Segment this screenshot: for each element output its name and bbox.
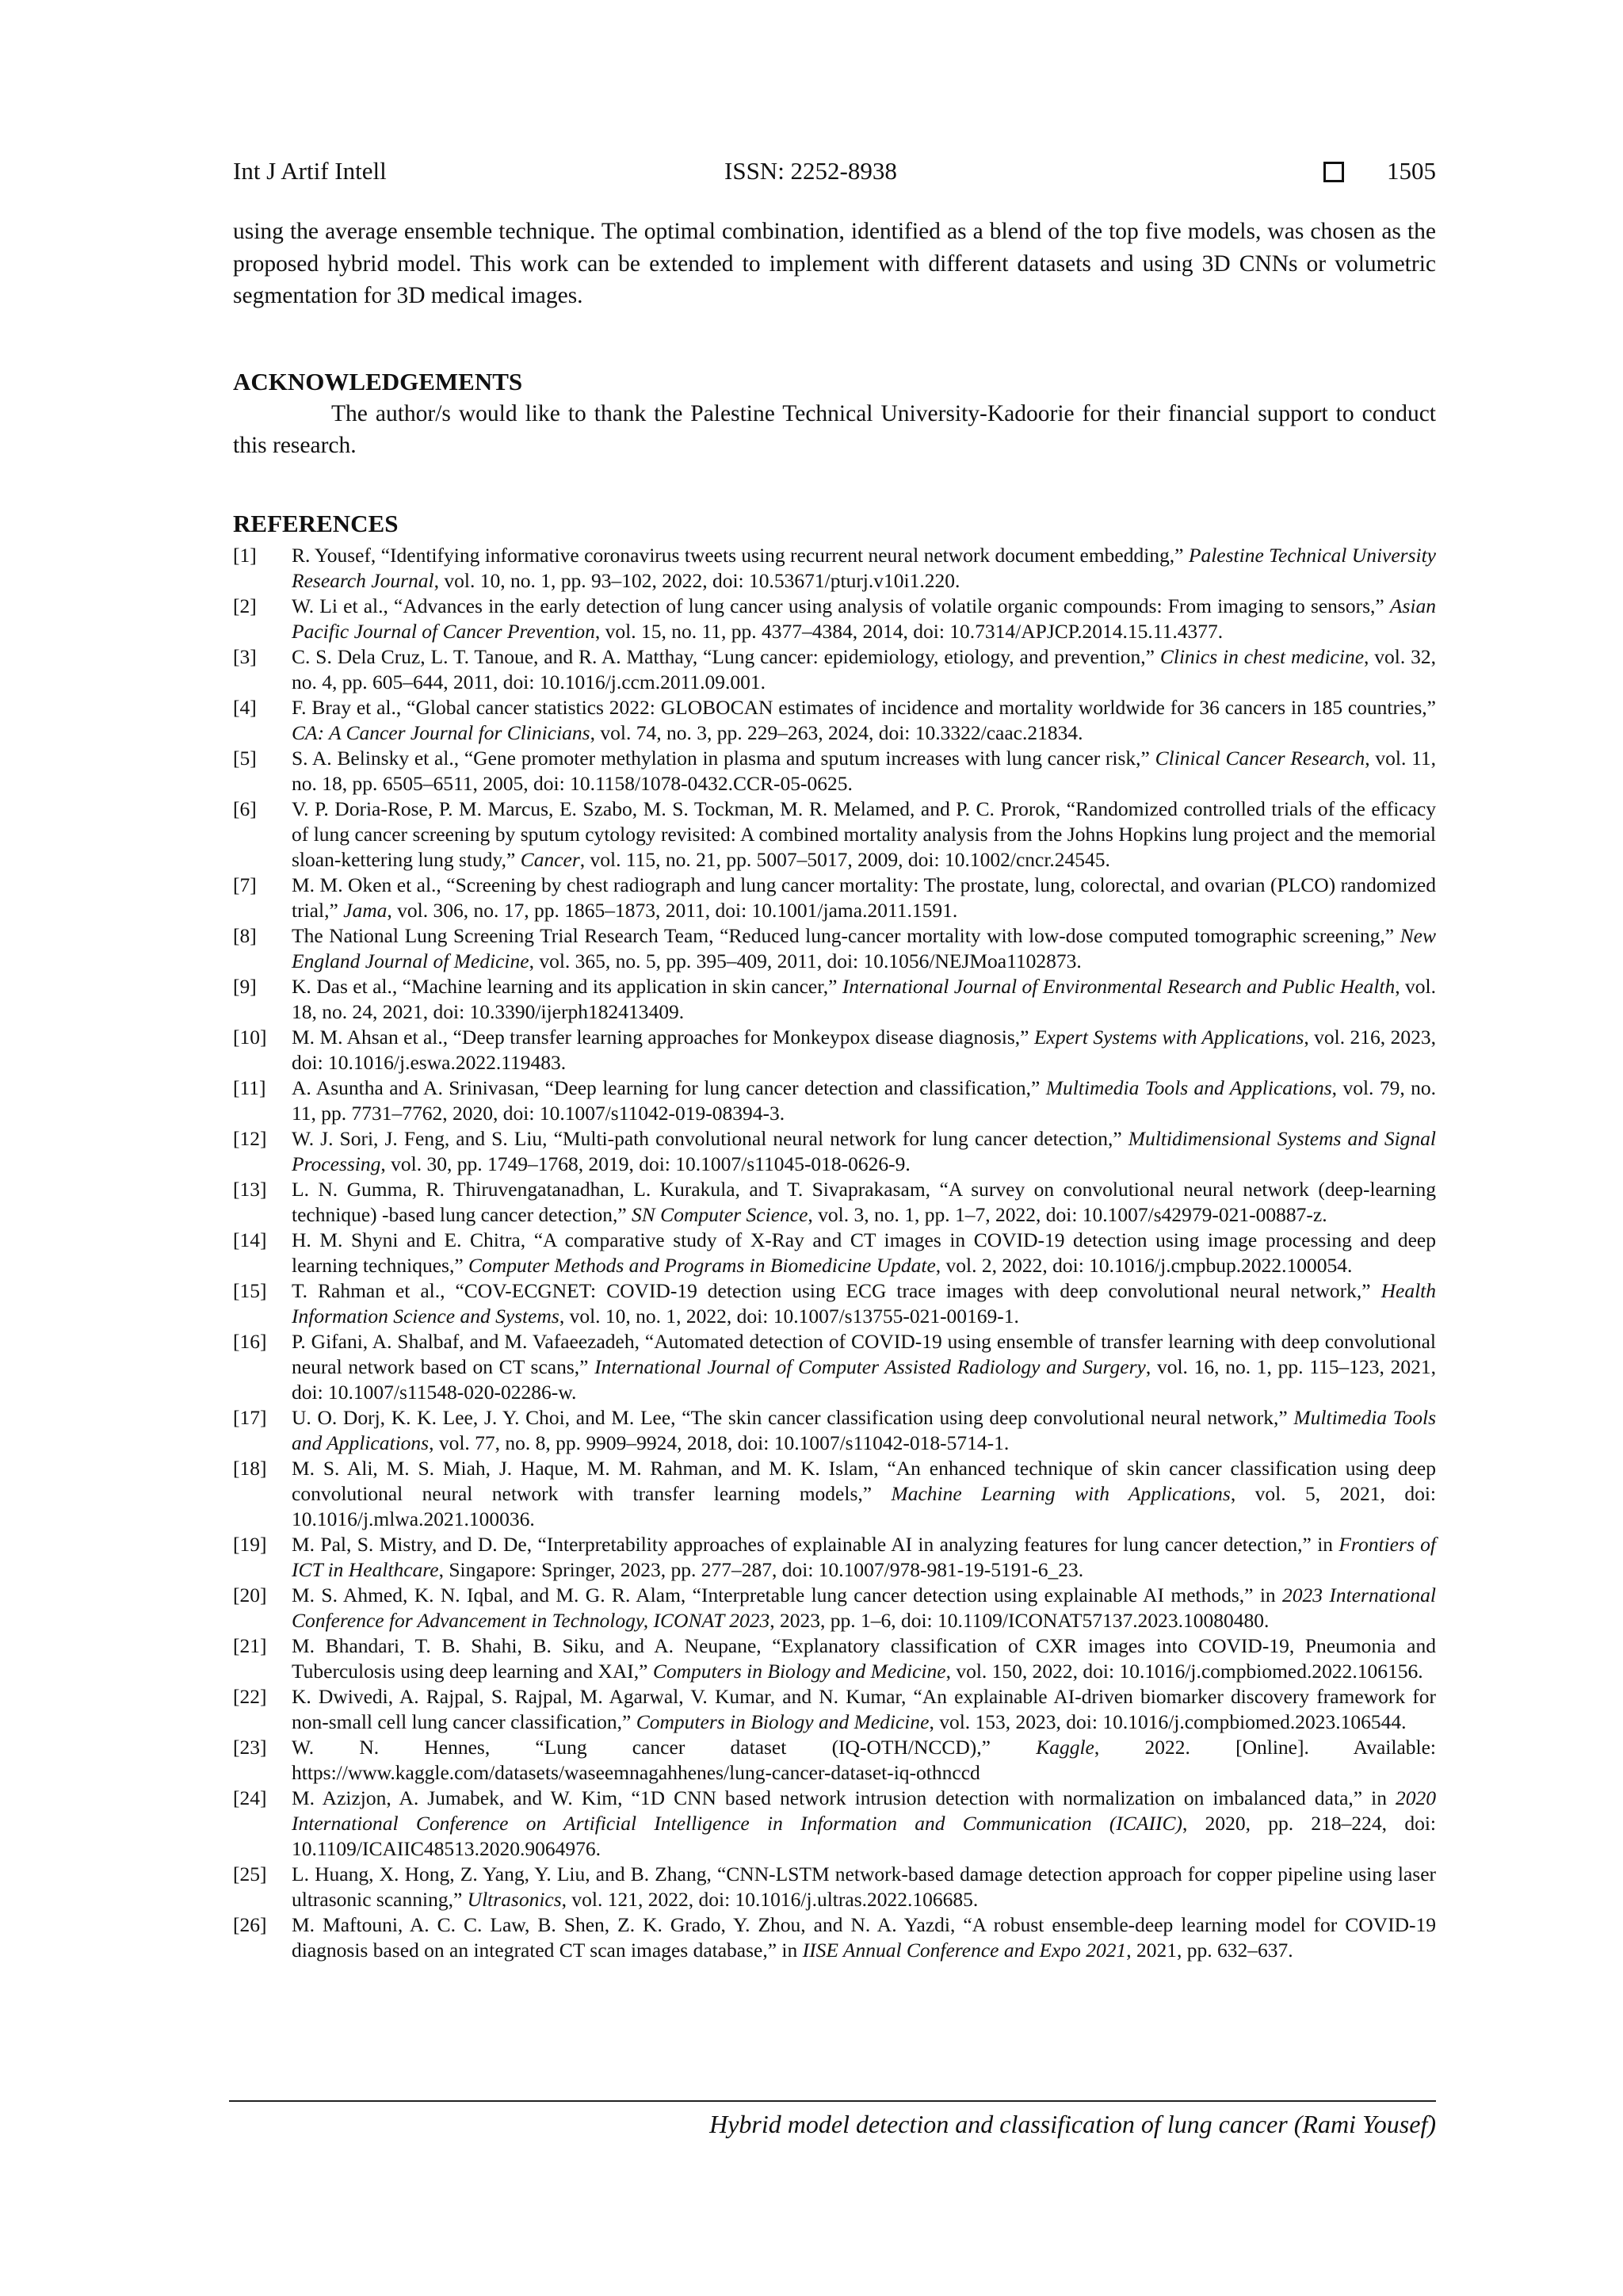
- reference-item: [233, 974, 1436, 1025]
- reference-item: [233, 1532, 1436, 1583]
- reference-item: [233, 594, 1436, 644]
- reference-authors-title: K. Das et al., “Machine learning and its application in skin cancer,”: [292, 974, 842, 998]
- reference-venue: Computers in Biology and Medicine: [636, 1710, 930, 1733]
- running-footer: Hybrid model detection and classification of lung cancer (Rami Yousef): [709, 2110, 1436, 2138]
- conclusion-paragraph: using the average ensemble technique. The optimal combination, identified as a blend of the top five models, was chosen as the proposed hybrid model. This work can be extended to implement with different datasets and using 3D CNNs or volumetric segmentation for 3D medical images.: [233, 219, 1436, 308]
- reference-number: [3]: [233, 644, 257, 668]
- reference-number: [25]: [233, 1862, 267, 1885]
- reference-details: , vol. 365, no. 5, pp. 395–409, 2011, doi: 10.1056/NEJMoa1102873.: [529, 949, 1082, 972]
- reference-venue: Jama: [343, 898, 388, 922]
- reference-venue: New England Journal of Medicine: [292, 923, 1436, 972]
- reference-venue: 2023 International Conference for Advancement in Technology, ICONAT 2023: [292, 1583, 1436, 1632]
- reference-number: [21]: [233, 1633, 267, 1657]
- reference-number: [4]: [233, 695, 257, 719]
- reference-authors-title: M. S. Ahmed, K. N. Iqbal, and M. G. R. Alam, “Interpretable lung cancer detection using explainable AI methods,” in: [292, 1583, 1283, 1606]
- reference-authors-title: W. Li et al., “Advances in the early detection of lung cancer using analysis of volatile organic compounds: From imaging to sensors,”: [292, 594, 1390, 617]
- reference-number: [2]: [233, 594, 257, 617]
- journal-name: Int J Artif Intell: [233, 157, 387, 185]
- reference-details: , vol. 2, 2022, doi: 10.1016/j.cmpbup.2022.100054.: [935, 1253, 1353, 1277]
- reference-item: [233, 543, 1436, 594]
- reference-details: , vol. 77, no. 8, pp. 9909–9924, 2018, doi: 10.1007/s11042-018-5714-1.: [429, 1431, 1010, 1454]
- issn: ISSN: 2252-8938: [724, 157, 897, 185]
- reference-number: [9]: [233, 974, 257, 998]
- reference-number: [17]: [233, 1405, 267, 1429]
- reference-details: , vol. 153, 2023, doi: 10.1016/j.compbiomed.2023.106544.: [929, 1710, 1407, 1733]
- reference-number: [7]: [233, 873, 257, 896]
- reference-details: , vol. 306, no. 17, pp. 1865–1873, 2011, doi: 10.1001/jama.2011.1591.: [387, 898, 958, 922]
- reference-details: , vol. 79, no. 11, pp. 7731–7762, 2020, doi: 10.1007/s11042-019-08394-3.: [292, 1075, 1436, 1125]
- reference-venue: Ultrasonics: [467, 1887, 562, 1911]
- reference-number: [6]: [233, 797, 257, 820]
- reference-item: [233, 1583, 1436, 1633]
- reference-details: , vol. 3, no. 1, pp. 1–7, 2022, doi: 10.1007/s42979-021-00887-z.: [808, 1202, 1327, 1226]
- reference-venue: Kaggle: [1036, 1735, 1094, 1759]
- reference-item: [233, 1228, 1436, 1278]
- reference-authors-title: T. Rahman et al., “COV-ECGNET: COVID-19 detection using ECG trace images with deep convolutional neural network,”: [292, 1278, 1381, 1302]
- reference-details: , 2022. [Online]. Available: https://www.kaggle.com/datasets/waseemnagahhenes/lung-cancer-dataset-iq-othnccd: [292, 1735, 1436, 1784]
- reference-details: , vol. 74, no. 3, pp. 229–263, 2024, doi: 10.3322/caac.21834.: [590, 720, 1083, 744]
- footer-rule: [229, 2100, 1436, 2102]
- reference-authors-title: S. A. Belinsky et al., “Gene promoter methylation in plasma and sputum increases with lung cancer risk,”: [292, 746, 1155, 770]
- reference-list: [233, 543, 1436, 1963]
- reference-number: [26]: [233, 1912, 267, 1936]
- reference-number: [12]: [233, 1126, 267, 1150]
- reference-details: , vol. 10, no. 1, pp. 93–102, 2022, doi: 10.53671/pturj.v10i1.220.: [433, 568, 960, 592]
- reference-item: [233, 1126, 1436, 1177]
- reference-authors-title: M. S. Ali, M. S. Miah, J. Haque, M. M. Rahman, and M. K. Islam, “An enhanced technique of skin cancer classification using deep convolutional neural network with transfer learning models,”: [292, 1456, 1436, 1505]
- reference-item: [233, 644, 1436, 695]
- acknowledgements-heading: ACKNOWLEDGEMENTS: [233, 367, 523, 395]
- reference-number: [19]: [233, 1532, 267, 1556]
- reference-item: [233, 1329, 1436, 1405]
- reference-item: [233, 695, 1436, 746]
- reference-authors-title: H. M. Shyni and E. Chitra, “A comparative study of X-Ray and CT images in COVID-19 detection using image processing and deep learning techniques,”: [292, 1228, 1436, 1277]
- reference-details: , vol. 11, no. 18, pp. 6505–6511, 2005, doi: 10.1158/1078-0432.CCR-05-0625.: [292, 746, 1436, 795]
- reference-authors-title: A. Asuntha and A. Srinivasan, “Deep learning for lung cancer detection and classification,”: [292, 1075, 1046, 1099]
- reference-authors-title: W. J. Sori, J. Feng, and S. Liu, “Multi-path convolutional neural network for lung cancer detection,”: [292, 1126, 1128, 1150]
- reference-venue: Clinical Cancer Research: [1155, 746, 1365, 770]
- reference-number: [1]: [233, 543, 257, 567]
- reference-authors-title: The National Lung Screening Trial Research Team, “Reduced lung-cancer mortality with low-dose computed tomographic screening,”: [292, 923, 1400, 947]
- reference-details: , Singapore: Springer, 2023, pp. 277–287, doi: 10.1007/978-981-19-5191-6_23.: [438, 1557, 1084, 1581]
- reference-number: [5]: [233, 746, 257, 770]
- reference-details: , vol. 216, 2023, doi: 10.1016/j.eswa.2022.119483.: [292, 1025, 1436, 1074]
- reference-item: [233, 1735, 1436, 1786]
- reference-venue: International Journal of Environmental Research and Public Health: [842, 974, 1396, 998]
- reference-venue: Multimedia Tools and Applications: [292, 1405, 1436, 1454]
- reference-authors-title: M. Bhandari, T. B. Shahi, B. Siku, and A. Neupane, “Explanatory classification of CXR images into COVID-19, Pneumonia and Tuberculosis using deep learning and XAI,”: [292, 1633, 1436, 1683]
- reference-authors-title: M. M. Oken et al., “Screening by chest radiograph and lung cancer mortality: The prostate, lung, colorectal, and ovarian (PLCO) randomized trial,”: [292, 873, 1436, 922]
- reference-number: [23]: [233, 1735, 267, 1759]
- reference-details: , vol. 150, 2022, doi: 10.1016/j.compbiomed.2022.106156.: [945, 1659, 1423, 1683]
- reference-details: , vol. 5, 2021, doi: 10.1016/j.mlwa.2021.100036.: [292, 1481, 1436, 1530]
- reference-authors-title: V. P. Doria-Rose, P. M. Marcus, E. Szabo, M. S. Tockman, M. R. Melamed, and P. C. Prorok, “Randomized controlled trials of the efficacy of lung cancer screening by sputum cytology revisited: A combined mortality analysis from the Johns Hopkins lung project and the memorial sloan-kettering lung study,”: [292, 797, 1436, 871]
- reference-number: [24]: [233, 1786, 267, 1809]
- reference-number: [16]: [233, 1329, 267, 1353]
- reference-venue: Frontiers of ICT in Healthcare: [292, 1532, 1436, 1581]
- reference-venue: SN Computer Science: [632, 1202, 808, 1226]
- reference-item: [233, 1405, 1436, 1456]
- reference-number: [10]: [233, 1025, 267, 1049]
- reference-details: , vol. 32, no. 4, pp. 605–644, 2011, doi: 10.1016/j.ccm.2011.09.001.: [292, 644, 1436, 693]
- reference-details: , vol. 15, no. 11, pp. 4377–4384, 2014, doi: 10.7314/APJCP.2014.15.11.4377.: [594, 619, 1224, 643]
- reference-item: [233, 1633, 1436, 1684]
- reference-venue: Multimedia Tools and Applications: [1045, 1075, 1332, 1099]
- reference-venue: Computer Methods and Programs in Biomedicine Update: [468, 1253, 936, 1277]
- reference-venue: 2020 International Conference on Artificial Intelligence in Information and Communication (ICAIIC): [292, 1786, 1436, 1835]
- reference-details: , 2023, pp. 1–6, doi: 10.1109/ICONAT57137.2023.10080480.: [769, 1608, 1270, 1632]
- reference-authors-title: U. O. Dorj, K. K. Lee, J. Y. Choi, and M. Lee, “The skin cancer classification using deep convolutional neural network,”: [292, 1405, 1294, 1429]
- reference-number: [11]: [233, 1075, 266, 1099]
- reference-venue: Machine Learning with Applications: [891, 1481, 1231, 1505]
- reference-authors-title: L. Huang, X. Hong, Z. Yang, Y. Liu, and B. Zhang, “CNN-LSTM network-based damage detection approach for copper pipeline using laser ultrasonic scanning,”: [292, 1862, 1436, 1911]
- reference-item: [233, 1025, 1436, 1075]
- reference-item: [233, 746, 1436, 797]
- reference-authors-title: P. Gifani, A. Shalbaf, and M. Vafaeezadeh, “Automated detection of COVID-19 using ensemble of transfer learning with deep convolutional neural network based on CT scans,”: [292, 1329, 1436, 1378]
- page-number-block: [1323, 155, 1436, 187]
- reference-authors-title: W. N. Hennes, “Lung cancer dataset (IQ-OTH/NCCD),”: [292, 1735, 1037, 1759]
- page-content: [233, 216, 1436, 1963]
- reference-item: [233, 1075, 1436, 1126]
- reference-number: [13]: [233, 1177, 267, 1201]
- reference-authors-title: F. Bray et al., “Global cancer statistics 2022: GLOBOCAN estimates of incidence and mortality worldwide for 36 cancers in 185 countries,”: [292, 695, 1436, 719]
- reference-item: [233, 797, 1436, 873]
- reference-details: , vol. 115, no. 21, pp. 5007–5017, 2009, doi: 10.1002/cncr.24545.: [579, 847, 1110, 871]
- square-box-icon: [1323, 162, 1344, 182]
- reference-details: , 2021, pp. 632–637.: [1126, 1938, 1293, 1962]
- reference-details: , vol. 30, pp. 1749–1768, 2019, doi: 10.1007/s11045-018-0626-9.: [380, 1152, 911, 1175]
- reference-venue: Palestine Technical University Research Journal: [292, 543, 1436, 592]
- reference-venue: Expert Systems with Applications: [1033, 1025, 1304, 1049]
- reference-item: [233, 1786, 1436, 1862]
- reference-item: [233, 1278, 1436, 1329]
- acknowledgements-text: The author/s would like to thank the Palestine Technical University-Kadoorie for their financial support to conduct this research.: [233, 400, 1436, 458]
- references-heading: REFERENCES: [233, 509, 399, 537]
- reference-authors-title: K. Dwivedi, A. Rajpal, S. Rajpal, M. Agarwal, V. Kumar, and N. Kumar, “An explainable AI-driven biomarker discovery framework for non-small cell lung cancer classification,”: [292, 1684, 1436, 1733]
- reference-number: [20]: [233, 1583, 267, 1606]
- reference-venue: Multidimensional Systems and Signal Processing: [292, 1126, 1436, 1175]
- reference-venue: Health Information Science and Systems: [292, 1278, 1436, 1328]
- reference-item: [233, 873, 1436, 923]
- reference-details: , vol. 121, 2022, doi: 10.1016/j.ultras.2022.106685.: [561, 1887, 979, 1911]
- reference-venue: Computers in Biology and Medicine: [652, 1659, 946, 1683]
- reference-item: [233, 1862, 1436, 1912]
- reference-number: [15]: [233, 1278, 267, 1302]
- page-number: 1505: [1387, 157, 1436, 185]
- reference-details: , vol. 18, no. 24, 2021, doi: 10.3390/ijerph182413409.: [292, 974, 1436, 1023]
- reference-authors-title: M. Pal, S. Mistry, and D. De, “Interpretability approaches of explainable AI in analyzing features for lung cancer detection,” in: [292, 1532, 1339, 1556]
- reference-venue: IISE Annual Conference and Expo 2021: [802, 1938, 1127, 1962]
- reference-authors-title: M. M. Ahsan et al., “Deep transfer learning approaches for Monkeypox disease diagnosis,”: [292, 1025, 1034, 1049]
- reference-number: [14]: [233, 1228, 267, 1251]
- page-header: [233, 155, 1436, 193]
- reference-authors-title: R. Yousef, “Identifying informative coronavirus tweets using recurrent neural network document embedding,”: [292, 543, 1189, 567]
- reference-item: [233, 923, 1436, 974]
- reference-venue: CA: A Cancer Journal for Clinicians: [292, 720, 590, 744]
- reference-authors-title: L. N. Gumma, R. Thiruvengatanadhan, L. Kurakula, and T. Sivaprakasam, “A survey on convolutional neural network (deep-learning technique) -based lung cancer detection,”: [292, 1177, 1436, 1226]
- reference-authors-title: C. S. Dela Cruz, L. T. Tanoue, and R. A. Matthay, “Lung cancer: epidemiology, etiology, and prevention,”: [292, 644, 1160, 668]
- reference-venue: Clinics in chest medicine: [1159, 644, 1365, 668]
- reference-item: [233, 1177, 1436, 1228]
- reference-number: [22]: [233, 1684, 267, 1708]
- reference-item: [233, 1456, 1436, 1532]
- reference-authors-title: M. Azizjon, A. Jumabek, and W. Kim, “1D CNN based network intrusion detection with normalization on imbalanced data,” in: [292, 1786, 1396, 1809]
- reference-details: , 2020, pp. 218–224, doi: 10.1109/ICAIIC48513.2020.9064976.: [292, 1811, 1436, 1860]
- reference-number: [8]: [233, 923, 257, 947]
- reference-details: , vol. 10, no. 1, 2022, doi: 10.1007/s13755-021-00169-1.: [559, 1304, 1019, 1328]
- reference-venue: Asian Pacific Journal of Cancer Prevention: [292, 594, 1436, 643]
- reference-venue: Cancer: [520, 847, 580, 871]
- reference-number: [18]: [233, 1456, 267, 1480]
- reference-item: [233, 1684, 1436, 1735]
- reference-details: , vol. 16, no. 1, pp. 115–123, 2021, doi: 10.1007/s11548-020-02286-w.: [292, 1354, 1437, 1404]
- reference-authors-title: M. Maftouni, A. C. C. Law, B. Shen, Z. K. Grado, Y. Zhou, and N. A. Yazdi, “A robust ensemble-deep learning model for COVID-19 diagnosis based on an integrated CT scan images database,” in: [292, 1912, 1436, 1962]
- reference-item: [233, 1912, 1436, 1963]
- reference-venue: International Journal of Computer Assisted Radiology and Surgery: [594, 1354, 1146, 1378]
